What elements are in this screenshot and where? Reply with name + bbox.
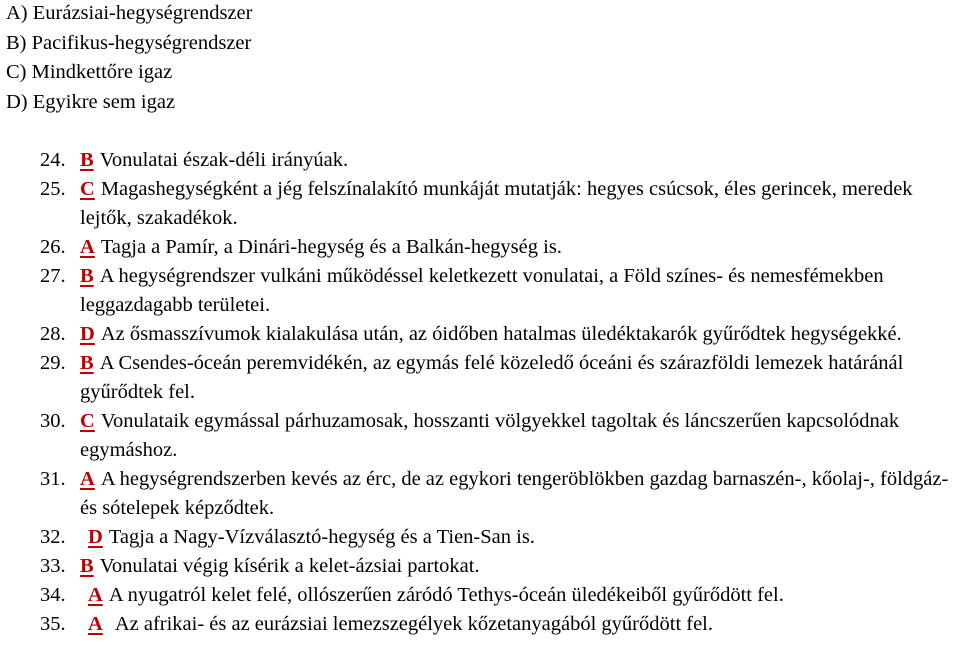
question-item-28 <box>40 320 958 349</box>
question-text: Vonulataik egymással párhuzamosak, hosszanti völgyekkel tagoltak és láncszerűen kapcsolódnak egymáshoz. <box>80 410 900 461</box>
question-text: Tagja a Pamír, a Dinári-hegység és a Balkán-hegység is. <box>100 236 562 258</box>
question-item-35 <box>40 610 958 639</box>
answer-letter: D <box>88 526 103 548</box>
question-text: A hegységrendszer vulkáni működéssel keletkezett vonulatai, a Föld színes- és nemesfémekben leggazdagabb területei. <box>80 265 884 316</box>
question-body <box>80 552 958 581</box>
question-text: Az ősmasszívumok kialakulása után, az óidőben hatalmas üledéktakarók gyűrődtek hegységekké. <box>100 323 902 345</box>
question-item-32 <box>40 523 958 552</box>
question-number: 24. <box>40 149 66 171</box>
question-item-26 <box>40 233 958 262</box>
option-a: A) Eurázsiai-hegységrendszer <box>6 2 253 24</box>
question-text: Vonulatai észak-déli irányúak. <box>99 149 349 171</box>
question-number: 27. <box>40 265 66 287</box>
answer-letter: A <box>80 236 95 258</box>
question-item-24 <box>40 146 958 175</box>
question-body <box>80 349 958 407</box>
question-item-30 <box>40 407 958 465</box>
question-text: A hegységrendszerben kevés az érc, de az egykori tengeröblökben gazdag barnaszén-, kőolaj-, földgáz- és sótelepek képződtek. <box>80 468 949 519</box>
question-text: Az afrikai- és az eurázsiai lemezszegélyek kőzetanyagából gyűrődött fel. <box>114 613 714 635</box>
question-list <box>40 146 958 639</box>
question-body <box>80 610 958 639</box>
question-item-29 <box>40 349 958 407</box>
answer-letter: C <box>80 410 95 432</box>
question-text: A nyugatról kelet felé, ollószerűen záródó Tethys-óceán üledékeiből gyűrődött fel. <box>108 584 784 606</box>
question-number: 35. <box>40 613 66 635</box>
question-text: Magashegységként a jég felszínalakító munkáját mutatják: hegyes csúcsok, éles gerincek, meredek lejtők, szakadékok. <box>80 178 913 229</box>
question-body <box>80 175 958 233</box>
question-number: 28. <box>40 323 66 345</box>
answer-letter: D <box>80 323 95 345</box>
question-item-31 <box>40 465 958 523</box>
question-body <box>80 523 958 552</box>
answer-letter: C <box>80 178 95 200</box>
question-body <box>80 581 958 610</box>
option-c: C) Mindkettőre igaz <box>6 61 173 83</box>
question-number: 32. <box>40 526 66 548</box>
question-body <box>80 407 958 465</box>
question-item-27 <box>40 262 958 320</box>
question-number: 29. <box>40 352 66 374</box>
question-body <box>80 233 958 262</box>
question-text: Tagja a Nagy-Vízválasztó-hegység és a Tien-San is. <box>108 526 535 548</box>
question-body <box>80 262 958 320</box>
answer-letter: A <box>88 613 103 635</box>
answer-options <box>6 0 252 118</box>
question-number: 31. <box>40 468 66 490</box>
question-item-34 <box>40 581 958 610</box>
question-number: 25. <box>40 178 66 200</box>
option-b: B) Pacifikus-hegységrendszer <box>6 31 252 54</box>
answer-letter: A <box>80 468 95 490</box>
answer-letter: B <box>80 352 94 374</box>
answer-letter: B <box>80 555 94 577</box>
question-body <box>80 146 958 175</box>
question-body <box>80 465 958 523</box>
question-item-33 <box>40 552 958 581</box>
question-body <box>80 320 958 349</box>
answer-letter: A <box>88 584 103 606</box>
answer-letter: B <box>80 149 94 171</box>
question-number: 26. <box>40 236 66 258</box>
question-number: 30. <box>40 410 66 432</box>
question-text: A Csendes-óceán peremvidékén, az egymás felé közeledő óceáni és szárazföldi lemezek határánál gyűrődtek fel. <box>80 352 904 403</box>
question-text: Vonulatai végig kísérik a kelet-ázsiai partokat. <box>99 555 480 577</box>
question-item-25 <box>40 175 958 233</box>
option-d: D) Egyikre sem igaz <box>6 90 176 113</box>
question-number: 33. <box>40 555 66 577</box>
question-number: 34. <box>40 584 66 606</box>
answer-letter: B <box>80 265 94 287</box>
